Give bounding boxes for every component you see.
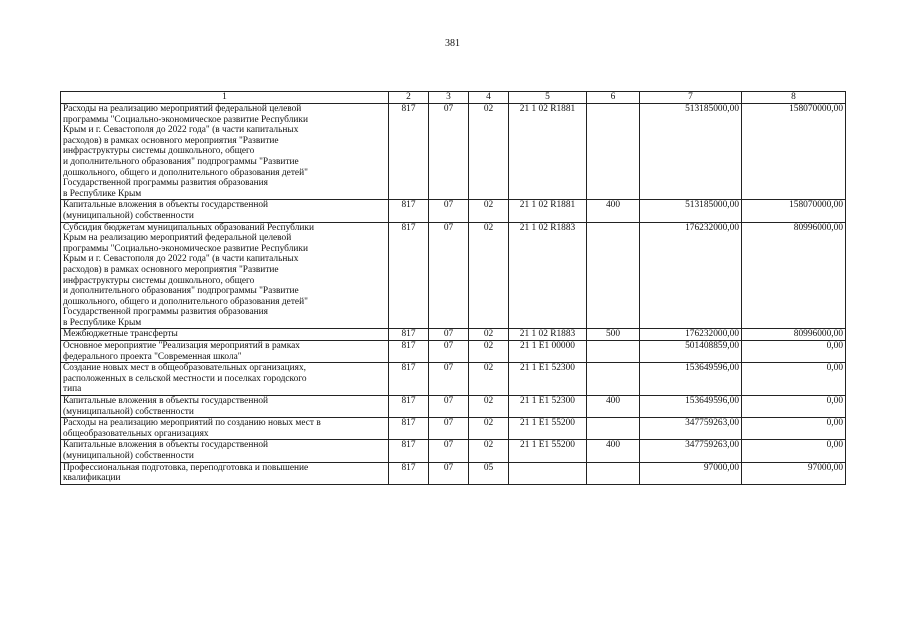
table-row — [61, 396, 846, 418]
row-amount-col7: 153649596,00 — [640, 396, 742, 418]
row-subsection-code: 02 — [469, 329, 509, 341]
row-subsection-code: 02 — [469, 396, 509, 418]
row-amount-col7: 513185000,00 — [640, 200, 742, 222]
row-ministry-code: 817 — [389, 200, 429, 222]
header-col-1: 1 — [61, 92, 389, 104]
row-subsection-code: 02 — [469, 200, 509, 222]
row-section-code: 07 — [429, 329, 469, 341]
row-expense-type — [587, 462, 640, 484]
row-target-code: 21 1 E1 55200 — [509, 418, 587, 440]
row-section-code: 07 — [429, 418, 469, 440]
row-amount-col7: 176232000,00 — [640, 222, 742, 329]
row-subsection-code: 02 — [469, 418, 509, 440]
row-name: Расходы на реализацию мероприятий федеральной целевой программы "Социально-экономическое развитие Республики Крым и г. Севастополя до 2022 года" (в части капитальных расходов) в рамках основного мероприятия "Развитие инфраструктуры системы дошкольного, общего и дополнительного образования" подпрограммы "Развитие дошкольного, общего и дополнительного образования детей" Государственной программы развития образования в Республике Крым — [61, 104, 389, 200]
row-amount-col8: 158070000,00 — [742, 200, 846, 222]
row-name: Субсидия бюджетам муниципальных образований Республики Крым на реализацию мероприятий федеральной целевой программы "Социально-экономическое развитие Республики Крым и г. Севастополя до 2022 года" (в части капитальных расходов) в рамках основного мероприятия "Развитие инфраструктуры системы дошкольного, общего и дополнительного образования" подпрограммы "Развитие дошкольного, общего и дополнительного образования детей" Государственной программы развития образования в Республике Крым — [61, 222, 389, 329]
header-col-3: 3 — [429, 92, 469, 104]
row-target-code — [509, 462, 587, 484]
row-target-code: 21 1 02 R1881 — [509, 200, 587, 222]
row-amount-col8: 0,00 — [742, 418, 846, 440]
row-amount-col7: 513185000,00 — [640, 104, 742, 200]
row-section-code: 07 — [429, 341, 469, 363]
row-ministry-code: 817 — [389, 329, 429, 341]
row-expense-type — [587, 104, 640, 200]
row-expense-type — [587, 341, 640, 363]
row-subsection-code: 02 — [469, 104, 509, 200]
row-name: Межбюджетные трансферты — [61, 329, 389, 341]
row-expense-type: 500 — [587, 329, 640, 341]
row-ministry-code: 817 — [389, 104, 429, 200]
row-section-code: 07 — [429, 396, 469, 418]
table-row — [61, 363, 846, 396]
row-expense-type — [587, 363, 640, 396]
row-name: Расходы на реализацию мероприятий по созданию новых мест в общеобразовательных организациях — [61, 418, 389, 440]
row-amount-col8: 158070000,00 — [742, 104, 846, 200]
table-row — [61, 104, 846, 200]
row-amount-col8: 97000,00 — [742, 462, 846, 484]
row-ministry-code: 817 — [389, 440, 429, 462]
row-name: Профессиональная подготовка, переподготовка и повышение квалификации — [61, 462, 389, 484]
row-subsection-code: 02 — [469, 363, 509, 396]
row-ministry-code: 817 — [389, 396, 429, 418]
row-target-code: 21 1 02 R1883 — [509, 329, 587, 341]
row-name: Капитальные вложения в объекты государственной (муниципальной) собственности — [61, 200, 389, 222]
row-section-code: 07 — [429, 200, 469, 222]
header-col-5: 5 — [509, 92, 587, 104]
row-amount-col7: 347759263,00 — [640, 440, 742, 462]
row-expense-type: 400 — [587, 440, 640, 462]
row-section-code: 07 — [429, 363, 469, 396]
row-expense-type — [587, 418, 640, 440]
row-amount-col7: 153649596,00 — [640, 363, 742, 396]
row-section-code: 07 — [429, 440, 469, 462]
row-section-code: 07 — [429, 462, 469, 484]
row-ministry-code: 817 — [389, 418, 429, 440]
row-amount-col8: 80996000,00 — [742, 329, 846, 341]
row-name: Капитальные вложения в объекты государственной (муниципальной) собственности — [61, 440, 389, 462]
row-ministry-code: 817 — [389, 222, 429, 329]
table-row — [61, 329, 846, 341]
row-section-code: 07 — [429, 222, 469, 329]
row-amount-col8: 80996000,00 — [742, 222, 846, 329]
row-target-code: 21 1 E1 00000 — [509, 341, 587, 363]
row-ministry-code: 817 — [389, 341, 429, 363]
header-row — [61, 92, 846, 104]
table-row — [61, 440, 846, 462]
row-name: Капитальные вложения в объекты государственной (муниципальной) собственности — [61, 396, 389, 418]
budget-table — [60, 91, 846, 485]
header-col-2: 2 — [389, 92, 429, 104]
row-name: Основное мероприятие "Реализация мероприятий в рамках федерального проекта "Современная школа" — [61, 341, 389, 363]
row-target-code: 21 1 02 R1881 — [509, 104, 587, 200]
row-subsection-code: 02 — [469, 440, 509, 462]
row-amount-col7: 347759263,00 — [640, 418, 742, 440]
row-subsection-code: 05 — [469, 462, 509, 484]
row-ministry-code: 817 — [389, 462, 429, 484]
row-amount-col8: 0,00 — [742, 363, 846, 396]
header-col-6: 6 — [587, 92, 640, 104]
row-amount-col7: 97000,00 — [640, 462, 742, 484]
table-row — [61, 341, 846, 363]
row-section-code: 07 — [429, 104, 469, 200]
header-col-7: 7 — [640, 92, 742, 104]
row-amount-col7: 501408859,00 — [640, 341, 742, 363]
row-amount-col8: 0,00 — [742, 341, 846, 363]
table-row — [61, 462, 846, 484]
header-col-8: 8 — [742, 92, 846, 104]
row-expense-type: 400 — [587, 200, 640, 222]
table-row — [61, 418, 846, 440]
row-subsection-code: 02 — [469, 222, 509, 329]
table-row — [61, 222, 846, 329]
row-expense-type: 400 — [587, 396, 640, 418]
header-col-4: 4 — [469, 92, 509, 104]
row-target-code: 21 1 E1 55200 — [509, 440, 587, 462]
row-name: Создание новых мест в общеобразовательных организациях, расположенных в сельской местности и поселках городского типа — [61, 363, 389, 396]
row-amount-col8: 0,00 — [742, 440, 846, 462]
table-row — [61, 200, 846, 222]
row-target-code: 21 1 E1 52300 — [509, 396, 587, 418]
row-expense-type — [587, 222, 640, 329]
row-target-code: 21 1 E1 52300 — [509, 363, 587, 396]
page-number: 381 — [445, 38, 460, 49]
row-amount-col8: 0,00 — [742, 396, 846, 418]
row-amount-col7: 176232000,00 — [640, 329, 742, 341]
row-subsection-code: 02 — [469, 341, 509, 363]
row-target-code: 21 1 02 R1883 — [509, 222, 587, 329]
row-ministry-code: 817 — [389, 363, 429, 396]
